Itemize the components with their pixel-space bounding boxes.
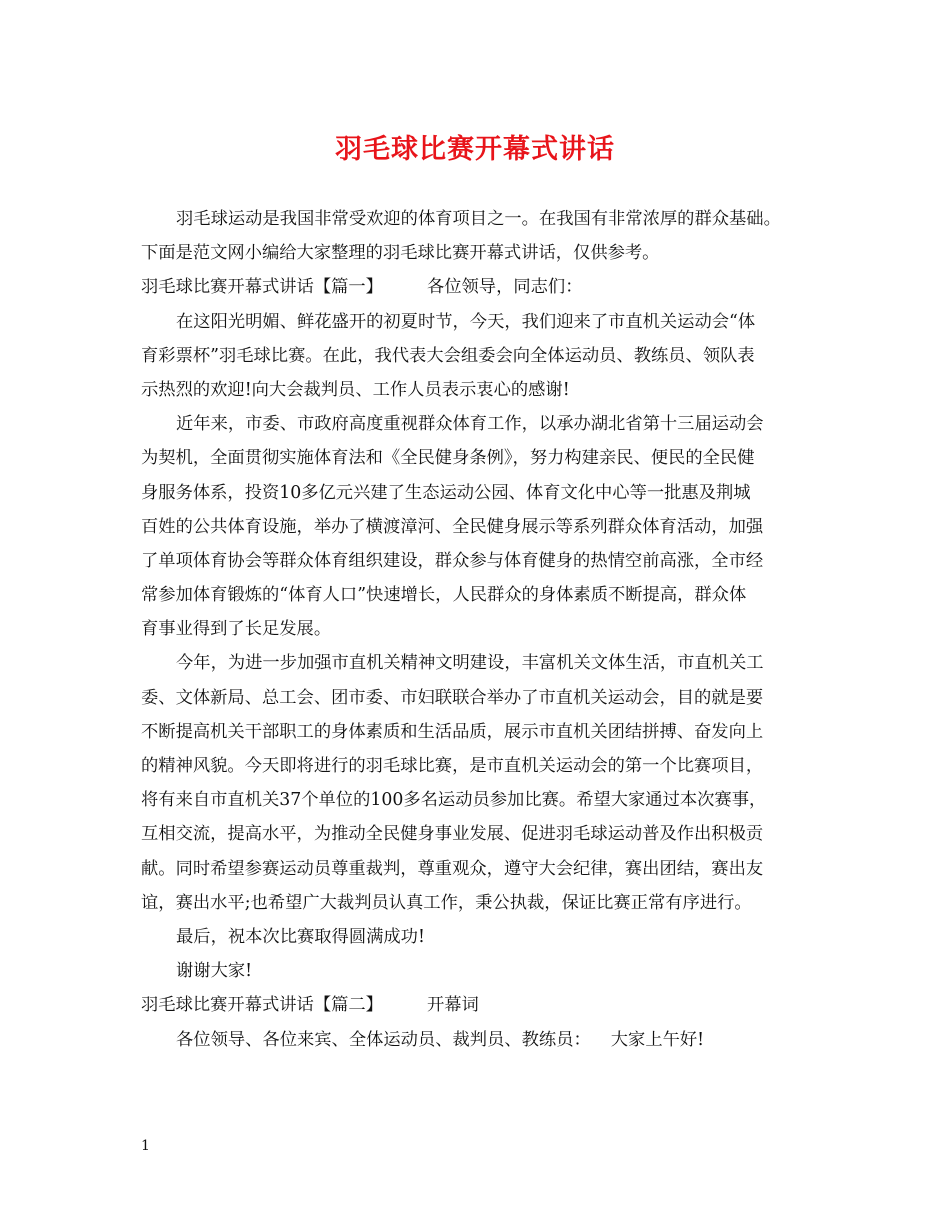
section-heading-line (141, 270, 834, 304)
section-heading: 羽毛球比赛开幕式讲话【篇二】 (141, 995, 383, 1016)
paragraph-line: 谢谢大家! (176, 961, 253, 982)
document-body (141, 202, 834, 1057)
paragraph-line: 最后，祝本次比赛取得圆满成功! (176, 926, 425, 947)
document-title: 羽毛球比赛开幕式讲话 (335, 134, 615, 165)
paragraph-line: 献。同时希望参赛运动员尊重裁判，尊重观众，遵守大会纪律，赛出团结，赛出友 (141, 858, 764, 879)
paragraph-line: 谊，赛出水平;也希望广大裁判员认真工作，秉公执裁，保证比赛正常有序进行。 (141, 892, 752, 913)
section-subtitle: 开幕词 (426, 995, 479, 1016)
paragraph-line: 下面是范文网小编给大家整理的羽毛球比赛开幕式讲话，仅供参考。 (141, 243, 660, 264)
paragraph-line: 育彩票杯”羽毛球比赛。在此，我代表大会组委会向全体运动员、教练员、领队表 (141, 345, 755, 366)
greeting: 大家上午好! (610, 1029, 705, 1050)
section-heading: 羽毛球比赛开幕式讲话【篇一】 (141, 277, 383, 298)
section-heading-line (141, 988, 834, 1022)
paragraph-line: 将有来自市直机关37个单位的100多名运动员参加比赛。希望大家通过本次赛事， (141, 790, 767, 811)
paragraph-line: 今年，为进一步加强市直机关精神文明建设，丰富机关文体生活，市直机关工 (176, 653, 764, 674)
paragraph-line: 身服务体系，投资10多亿元兴建了生态运动公园、体育文化中心等一批惠及荆城 (141, 482, 751, 503)
paragraph-line: 互相交流，提高水平，为推动全民健身事业发展、促进羽毛球运动普及作出积极贡 (141, 824, 764, 845)
paragraph-line: 不断提高机关干部职工的身体素质和生活品质，展示市直机关团结拼搏、奋发向上 (141, 721, 764, 742)
paragraph-line: 羽毛球运动是我国非常受欢迎的体育项目之一。在我国有非常浓厚的群众基础。 (176, 209, 781, 229)
paragraph-line: 百姓的公共体育设施，举办了横渡漳河、全民健身展示等系列群众体育活动，加强 (141, 516, 764, 537)
paragraph-line: 在这阳光明媚、鲜花盛开的初夏时节，今天，我们迎来了市直机关运动会“体 (176, 311, 756, 332)
paragraph-line: 为契机，全面贯彻实施体育法和《全民健身条例》，努力构建亲民、便民的全民健 (141, 448, 755, 469)
paragraph-line (141, 1023, 834, 1057)
paragraph-line: 示热烈的欢迎!向大会裁判员、工作人员表示衷心的感谢! (141, 379, 570, 400)
paragraph-line: 委、文体新局、总工会、团市委、市妇联联合举办了市直机关运动会，目的就是要 (141, 687, 764, 708)
salutation: 各位领导，同志们： (426, 277, 583, 298)
paragraph-line: 育事业得到了长足发展。 (141, 619, 332, 640)
paragraph-line: 的精神风貌。今天即将进行的羽毛球比赛，是市直机关运动会的第一个比赛项目， (141, 756, 764, 776)
paragraph-line: 常参加体育锻炼的“体育人口”快速增长，人民群众的身体素质不断提高，群众体 (141, 585, 747, 606)
salutation: 各位领导、各位来宾、全体运动员、裁判员、教练员： (176, 1029, 591, 1050)
paragraph-line: 了单项体育协会等群众体育组织建设，群众参与体育健身的热情空前高涨，全市经 (141, 550, 764, 571)
page-number: 1 (141, 1138, 150, 1154)
paragraph-line: 近年来，市委、市政府高度重视群众体育工作，以承办湖北省第十三届运动会 (176, 414, 764, 435)
